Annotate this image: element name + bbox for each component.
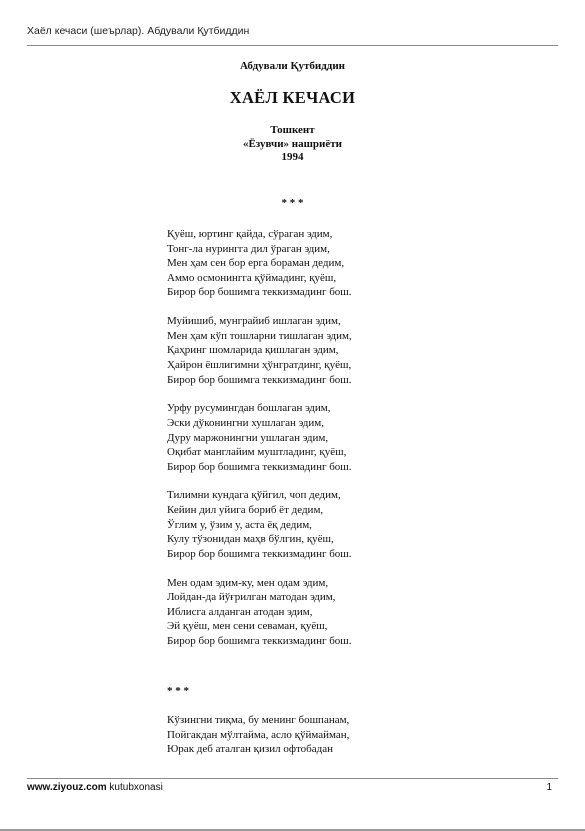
stanza bbox=[167, 488, 352, 561]
poem-section-2 bbox=[167, 713, 349, 757]
poem-line: Бирор бор бошимга теккизмадинг бош. bbox=[167, 373, 352, 386]
poem-line: Кейин дил уйига бориб ёт дедим, bbox=[167, 504, 324, 517]
poem-line: Эй қуёш, мен сени севаман, қуёш, bbox=[167, 620, 328, 633]
poem-line: Пойгакдан мўлтайма, асло қўймайман, bbox=[167, 728, 350, 741]
publication-year: 1994 bbox=[281, 151, 304, 163]
poem-line: Юрак деб аталган қизил офтобадан bbox=[167, 743, 333, 756]
section-separator-2: * * * bbox=[167, 685, 189, 697]
poem-line: Ҳайрон ёшлигимни ҳўнгратдинг, қуёш, bbox=[167, 358, 352, 371]
poem-line: Эски дўконингни хушлаган эдим, bbox=[167, 416, 325, 429]
header-divider bbox=[27, 45, 558, 46]
publication-city: Тошкент bbox=[270, 124, 315, 136]
poem-line: Кўзингни тиқма, бу менинг бошпанам, bbox=[167, 714, 350, 726]
poem-line: Дуру маржонингни ушлаган эдим, bbox=[167, 431, 329, 444]
poem-line: Бирор бор бошимга теккизмадинг бош. bbox=[167, 547, 352, 560]
footer-library-label: kutubxonasi bbox=[109, 782, 163, 793]
stanza bbox=[167, 576, 352, 649]
footer-site-link[interactable]: www.ziyouz.com bbox=[27, 782, 107, 793]
poem-line: Бирор бор бошимга теккизмадинг бош. bbox=[167, 460, 352, 473]
poem-line: Лойдан-да йўғрилган матодан эдим, bbox=[167, 591, 336, 604]
poem-line: Қуёш, юртинг қайда, сўраган эдим, bbox=[167, 228, 333, 240]
poem-line: Мен одам эдим-ку, мен одам эдим, bbox=[167, 576, 329, 589]
poem-line: Оқибат манглайим муштладинг, қуёш, bbox=[167, 446, 347, 459]
poem-line: Тилимни кундага қўйгил, чоп дедим, bbox=[167, 489, 341, 502]
section-separator: * * * bbox=[281, 197, 304, 209]
poem-line: Тонг-ла нурингга дил ўраган эдим, bbox=[167, 242, 330, 255]
poem-line: Мен ҳам кўп тошларни тишлаган эдим, bbox=[167, 329, 352, 342]
poem-line: Қаҳринг шомларида қишлаган эдим, bbox=[167, 344, 339, 357]
poem-line: Аммо осмонингга қўймадинг, қуёш, bbox=[167, 271, 337, 284]
running-header-title: Хаёл кечаси (шеърлар). Абдували Қутбиддин bbox=[27, 25, 250, 37]
footer-source bbox=[27, 782, 163, 793]
poem-line: Урфу русумингдан бошлаган эдим, bbox=[167, 402, 331, 415]
stanza bbox=[167, 401, 352, 474]
poem-line: Мен ҳам сен бор ерга бораман дедим, bbox=[167, 257, 345, 270]
poem-line: Муйишиб, мунграйиб ишлаган эдим, bbox=[167, 315, 341, 328]
poem-line: Бирор бор бошимга теккизмадинг бош. bbox=[167, 286, 352, 299]
author-name: Абдували Қутбиддин bbox=[240, 60, 345, 72]
poem-line: Кулу тўзонидан маҳв бўлгин, қуёш, bbox=[167, 533, 334, 546]
footer-divider bbox=[27, 778, 558, 779]
book-title: ХАЁЛ КЕЧАСИ bbox=[229, 88, 356, 107]
stanza bbox=[167, 227, 352, 300]
poem-line: Бирор бор бошимга теккизмадинг бош. bbox=[167, 635, 352, 647]
stanza bbox=[167, 314, 352, 387]
poem-line: Иблисга алданган атодан эдим, bbox=[167, 605, 313, 618]
publication-info bbox=[0, 124, 585, 165]
publisher-name: «Ёзувчи» нашриёти bbox=[242, 137, 343, 150]
poem-line: Ўглим у, ўзим у, аста ёқ дедим, bbox=[167, 518, 312, 531]
poem-section-1 bbox=[167, 227, 352, 663]
page-number: 1 bbox=[546, 782, 552, 793]
